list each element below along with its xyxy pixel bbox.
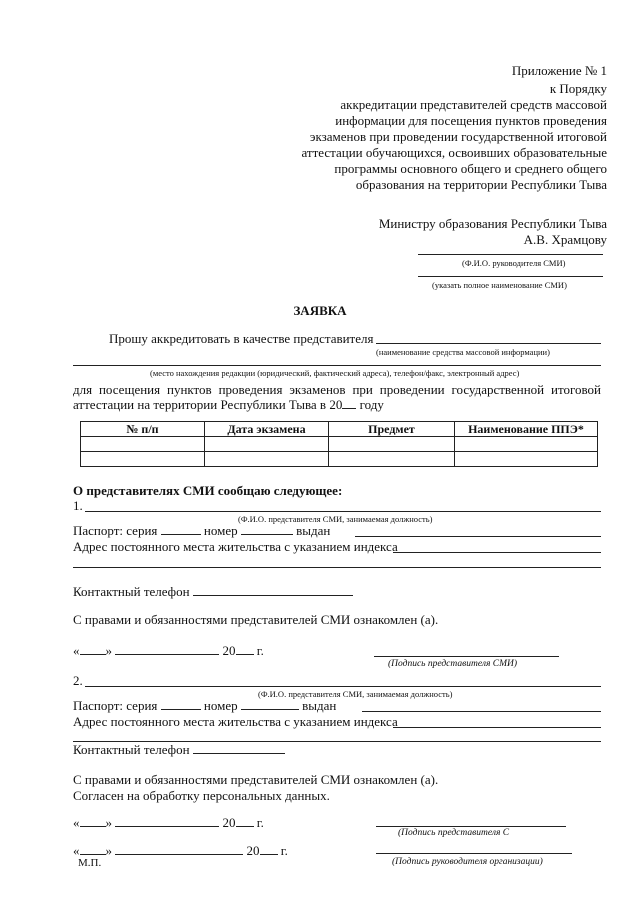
rep2-date (73, 815, 264, 830)
exam-table (80, 421, 598, 467)
caption-signature-short: (Подпись представителя С (398, 828, 510, 838)
passport-series-label: Паспорт: серия (73, 698, 158, 713)
caption-rep-fio: (Ф.И.О. представителя СМИ, занимаемая должность) (258, 689, 453, 699)
caption-rep-fio: (Ф.И.О. представителя СМИ, занимаемая должность) (238, 514, 433, 524)
rep2-passport (73, 698, 336, 713)
annex-line: программы основного общего и среднего общего (334, 161, 607, 176)
year-field[interactable] (236, 643, 254, 655)
year-suffix: г. (256, 815, 264, 830)
passport-number-field[interactable] (241, 523, 293, 535)
addressee-line: Министру образования Республики Тыва (378, 216, 607, 231)
passport-issued-label: выдан (302, 698, 337, 713)
annex-line: Приложение № 1 (511, 63, 607, 78)
passport-series-label: Паспорт: серия (73, 523, 158, 538)
passport-issued-line (355, 536, 601, 537)
quote-close: » (105, 643, 112, 658)
rep1-acquainted: С правами и обязанностями представителей СМИ ознакомлен (а). (73, 612, 439, 627)
table-cell[interactable] (81, 437, 205, 452)
table-cell[interactable] (329, 452, 455, 467)
passport-series-field[interactable] (161, 698, 201, 710)
stamp-place: М.П. (78, 857, 102, 869)
request-text: Прошу аккредитовать в качестве представителя (109, 331, 374, 346)
head-fio-line (418, 254, 603, 255)
quote-close: » (105, 843, 112, 858)
rep1-fio-line (85, 511, 601, 512)
table-header-cell: Предмет (329, 422, 455, 437)
address-line-2 (73, 567, 601, 568)
annex-line: информации для посещения пунктов проведения (335, 113, 607, 128)
caption-location: (место нахождения редакции (юридический, фактический адреса), телефон/факс, электронный адрес) (150, 368, 520, 378)
month-field[interactable] (115, 843, 243, 855)
caption-signature-head: (Подпись руководителя организации) (392, 857, 543, 867)
table-cell[interactable] (205, 437, 329, 452)
year-prefix: 20 (246, 843, 260, 858)
phone-label: Контактный телефон (73, 584, 190, 599)
passport-issued-line (362, 711, 601, 712)
passport-number-field[interactable] (241, 698, 299, 710)
quote-close: » (105, 815, 112, 830)
caption-signature: (Подпись представителя СМИ) (388, 659, 518, 669)
rep2-address: Адрес постоянного места жительства с указанием индекса (73, 714, 398, 729)
rep2-phone (73, 742, 285, 757)
year-prefix: 20 (222, 643, 236, 658)
rep2-signature-line (376, 826, 566, 827)
addressee-name: А.В. Храмцову (523, 232, 607, 247)
request-year-suffix: году (359, 397, 384, 412)
address-line (393, 552, 601, 553)
rep2-number: 2. (73, 673, 83, 688)
rep1-date (73, 643, 264, 658)
year-field[interactable] (236, 815, 254, 827)
month-field[interactable] (115, 815, 219, 827)
page-title: ЗАЯВКА (293, 303, 347, 318)
media-name-line (418, 276, 603, 277)
phone-label: Контактный телефон (73, 742, 190, 757)
annex-line: аттестации обучающихся, освоивших образовательные (301, 145, 607, 160)
table-cell[interactable] (205, 452, 329, 467)
passport-number-label: номер (203, 698, 238, 713)
passport-number-label: номер (203, 523, 238, 538)
request-paragraph-2 (73, 397, 384, 412)
table-cell[interactable] (81, 452, 205, 467)
day-field[interactable] (80, 843, 106, 855)
table-row (81, 452, 598, 467)
location-field-line (73, 365, 601, 366)
rep2-consent: Согласен на обработку персональных данных. (73, 788, 330, 803)
table-header-row (81, 422, 598, 437)
annex-line: образования на территории Республики Тыва (355, 177, 607, 192)
passport-issued-label: выдан (296, 523, 331, 538)
phone-field[interactable] (193, 742, 285, 754)
annex-line: аккредитации представителей средств массовой (340, 97, 607, 112)
phone-field[interactable] (193, 584, 353, 596)
caption-media: (наименование средства массовой информации) (376, 347, 550, 357)
request-paragraph: для посещения пунктов проведения экзаменов при проведении государственной итоговой (73, 382, 601, 397)
head-date (73, 843, 288, 858)
table-cell[interactable] (329, 437, 455, 452)
table-cell[interactable] (455, 452, 598, 467)
rep1-passport (73, 523, 330, 538)
reps-heading: О представителях СМИ сообщаю следующее: (73, 483, 343, 498)
quote-open: « (73, 815, 80, 830)
rep1-signature-line (374, 656, 559, 657)
caption-media-name: (указать полное наименование СМИ) (432, 280, 567, 290)
head-signature-line (376, 853, 572, 854)
year-suffix: г. (280, 843, 288, 858)
rep2-fio-line (85, 686, 601, 687)
table-header-cell: Наименование ППЭ* (455, 422, 598, 437)
rep1-phone (73, 584, 353, 599)
table-cell[interactable] (455, 437, 598, 452)
passport-series-field[interactable] (161, 523, 201, 535)
request-year-prefix: аттестации на территории Республики Тыва в 20 (73, 397, 343, 412)
table-header-cell: Дата экзамена (205, 422, 329, 437)
month-field[interactable] (115, 643, 219, 655)
media-field-line (376, 343, 601, 344)
year-prefix: 20 (222, 815, 236, 830)
quote-open: « (73, 643, 80, 658)
year-suffix: г. (256, 643, 264, 658)
table-header-cell: № п/п (81, 422, 205, 437)
rep1-number: 1. (73, 498, 83, 513)
annex-line: к Порядку (549, 81, 607, 96)
address-line (393, 727, 601, 728)
day-field[interactable] (80, 643, 106, 655)
rep2-acquainted: С правами и обязанностями представителей СМИ ознакомлен (а). (73, 772, 439, 787)
year-field[interactable] (260, 843, 278, 855)
table-row (81, 437, 598, 452)
annex-line: экзаменов при проведении государственной итоговой (309, 129, 607, 144)
quote-open: « (73, 843, 80, 858)
rep1-address: Адрес постоянного места жительства с указанием индекса (73, 539, 398, 554)
caption-head-fio: (Ф.И.О. руководителя СМИ) (462, 258, 566, 268)
day-field[interactable] (80, 815, 106, 827)
year-blank (342, 397, 356, 409)
